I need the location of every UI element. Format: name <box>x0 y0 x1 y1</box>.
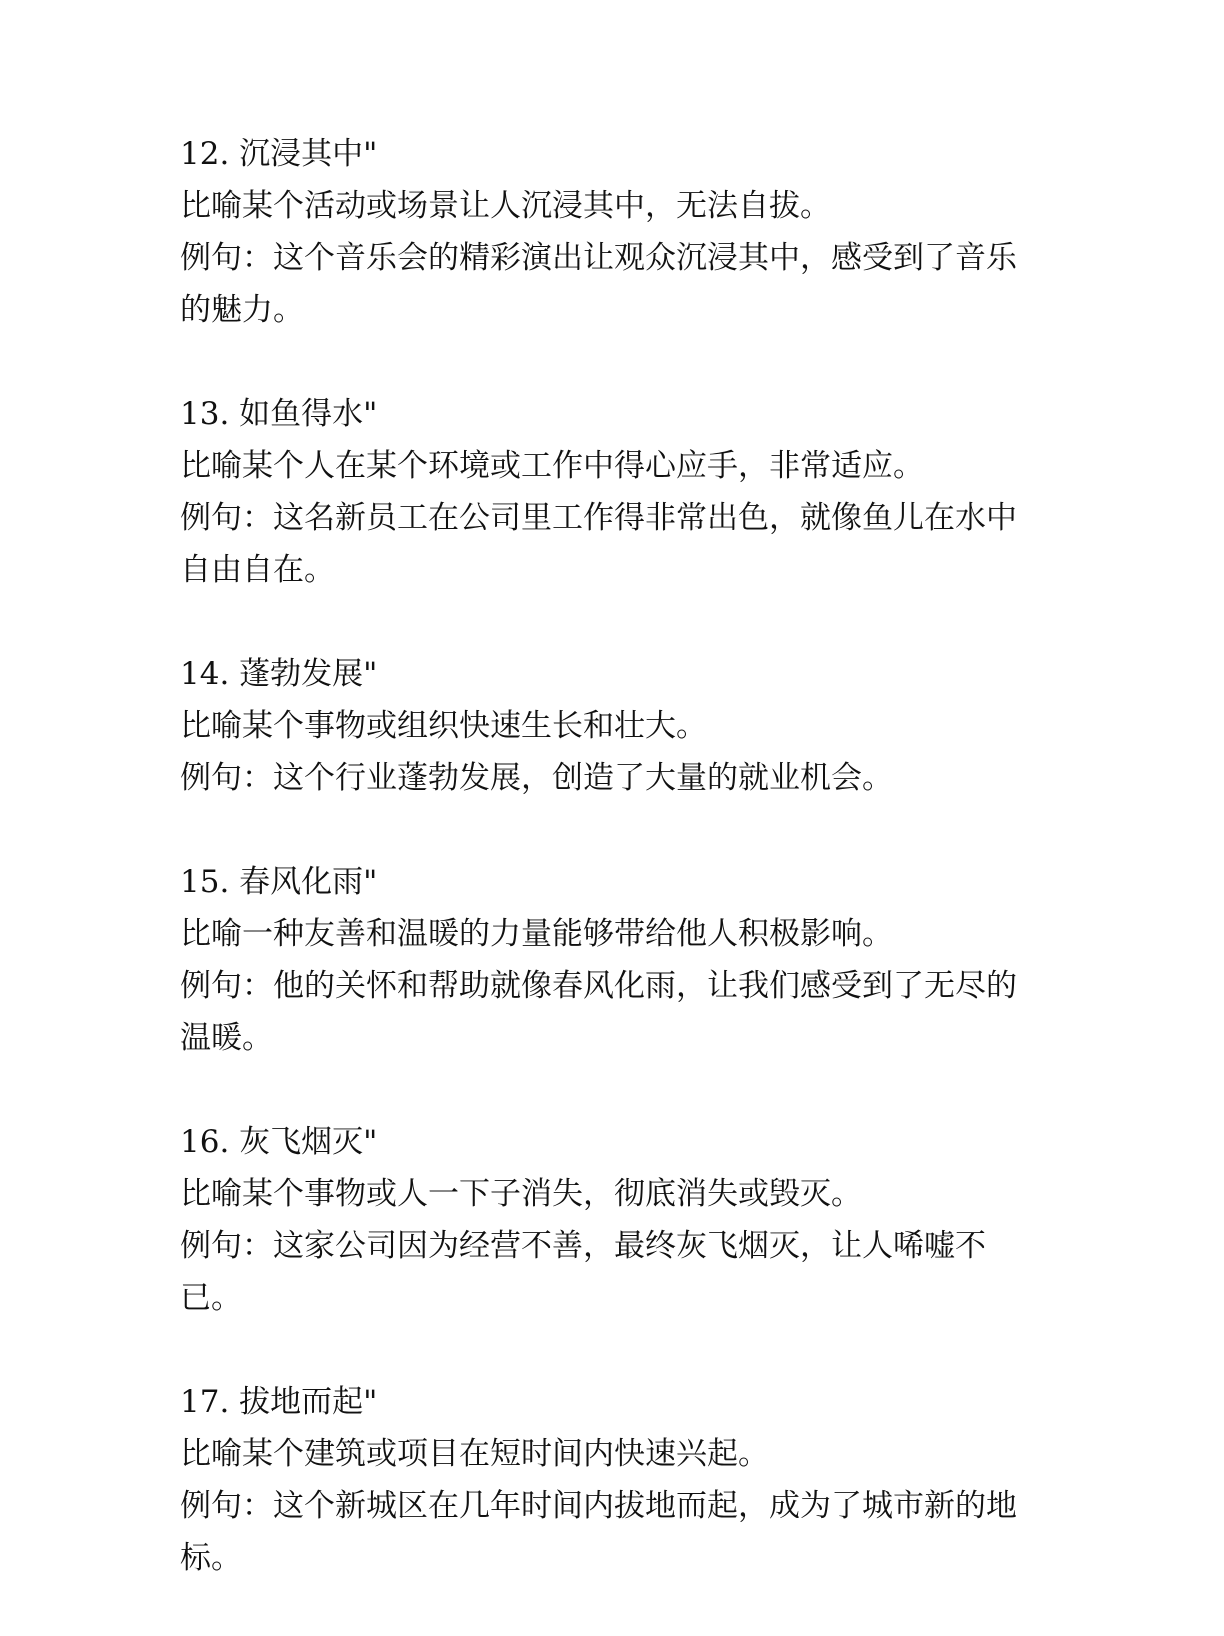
idiom-meaning: 比喻某个事物或组织快速生长和壮大。 <box>180 708 707 744</box>
idiom-entry <box>180 1376 1080 1584</box>
idiom-meaning: 比喻某个建筑或项目在短时间内快速兴起。 <box>180 1436 769 1472</box>
idiom-example: 例句：他的关怀和帮助就像春风化雨，让我们感受到了无尽的温暖。 <box>180 968 1017 1056</box>
idiom-example: 例句：这个新城区在几年时间内拔地而起，成为了城市新的地标。 <box>180 1488 1017 1576</box>
idiom-example: 例句：这个行业蓬勃发展，创造了大量的就业机会。 <box>180 760 893 796</box>
idiom-meaning: 比喻某个活动或场景让人沉浸其中，无法自拔。 <box>180 188 831 224</box>
idiom-heading: 12. 沉浸其中" <box>180 136 378 172</box>
idiom-entry <box>180 128 1080 336</box>
idiom-entry <box>180 388 1080 596</box>
idiom-meaning: 比喻一种友善和温暖的力量能够带给他人积极影响。 <box>180 916 893 952</box>
idiom-heading: 15. 春风化雨" <box>180 864 378 900</box>
idiom-entry <box>180 856 1080 1064</box>
idiom-example: 例句：这家公司因为经营不善，最终灰飞烟灭，让人唏嘘不已。 <box>180 1228 986 1316</box>
idiom-example: 例句：这名新员工在公司里工作得非常出色，就像鱼儿在水中自由自在。 <box>180 500 1017 588</box>
idiom-heading: 17. 拔地而起" <box>180 1384 378 1420</box>
idiom-heading: 14. 蓬勃发展" <box>180 656 378 692</box>
idiom-meaning: 比喻某个人在某个环境或工作中得心应手，非常适应。 <box>180 448 924 484</box>
idiom-heading: 13. 如鱼得水" <box>180 396 378 432</box>
idiom-entry <box>180 1116 1080 1324</box>
idiom-meaning: 比喻某个事物或人一下子消失，彻底消失或毁灭。 <box>180 1176 862 1212</box>
idiom-heading: 16. 灰飞烟灭" <box>180 1124 378 1160</box>
document-page <box>180 128 1080 1636</box>
idiom-entry <box>180 648 1080 804</box>
idiom-example: 例句：这个音乐会的精彩演出让观众沉浸其中，感受到了音乐的魅力。 <box>180 240 1017 328</box>
